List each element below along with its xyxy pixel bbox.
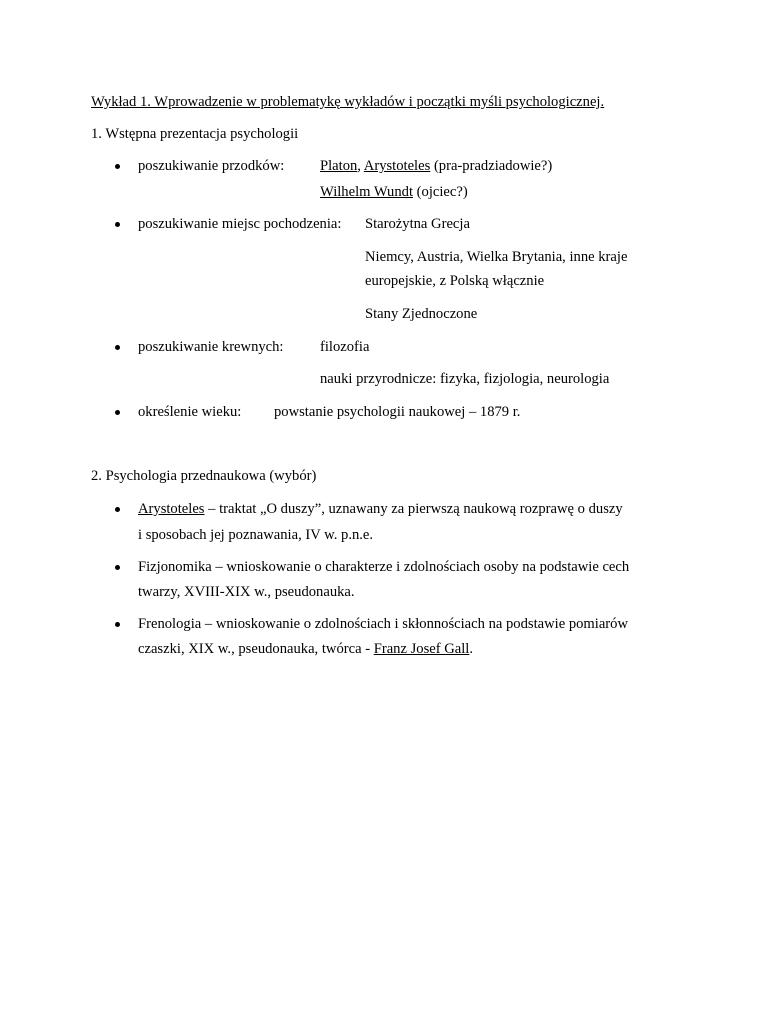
section-1-heading: 1. Wstępna prezentacja psychologii [91, 126, 299, 142]
phrenology-item-line-1: Frenologia – wnioskowanie o zdolnościach i skłonnościach na podstawie pomiarów [138, 616, 629, 632]
physiognomy-item-line-2: twarzy, XVIII-XIX w., pseudonauka. [138, 584, 355, 600]
aristotle-item-line-2: i sposobach jej poznawania, IV w. p.n.e. [138, 527, 374, 543]
phrenology-item-line-2 [138, 641, 473, 658]
pra-pradziadowie-text: (pra-pradziadowie?) [433, 158, 553, 174]
origins-europe-line-2: europejskie, z Polską włącznie [365, 273, 545, 289]
bullet-icon [115, 345, 120, 350]
bullet-icon [115, 622, 120, 627]
arystoteles-link[interactable]: Arystoteles [363, 158, 431, 174]
bullet-icon [115, 507, 120, 512]
physiognomy-item-line-1: Fizjonomika – wnioskowanie o charakterze i zdolnościach osoby na podstawie cech [138, 559, 630, 575]
wundt-link[interactable]: Wilhelm Wundt [320, 184, 413, 200]
section-2-heading: 2. Psychologia przednaukowa (wybór) [91, 468, 317, 484]
platon-link[interactable]: Platon [320, 158, 358, 174]
aristotle-item-text: – traktat „O duszy”, uznawany za pierwszą naukową rozprawę o duszy [204, 501, 623, 517]
comma: , [357, 158, 361, 174]
aristotle-item-line-1 [138, 501, 623, 518]
ancestors-line-2 [320, 184, 468, 201]
bullet-icon [115, 164, 120, 169]
age-value: powstanie psychologii naukowej – 1879 r. [274, 404, 521, 420]
relatives-natural-sciences: nauki przyrodnicze: fizyka, fizjologia, neurologia [320, 371, 610, 387]
origins-greece: Starożytna Grecja [365, 216, 470, 232]
gall-link[interactable]: Franz Josef Gall [373, 641, 470, 657]
relatives-label: poszukiwanie krewnych: [138, 339, 284, 355]
ancestors-line-1 [320, 158, 552, 175]
document-title: Wykład 1. Wprowadzenie w problematykę wykładów i początki myśli psychologicznej. [91, 94, 605, 110]
arystoteles-link[interactable]: Arystoteles [138, 501, 205, 517]
ojciec-text: (ojciec?) [416, 184, 468, 200]
period: . [469, 641, 474, 657]
ancestors-label: poszukiwanie przodków: [138, 158, 285, 174]
phrenology-text: czaszki, XIX w., pseudonauka, twórca - [138, 641, 374, 657]
bullet-icon [115, 565, 120, 570]
origins-usa: Stany Zjednoczone [365, 306, 478, 322]
origins-label: poszukiwanie miejsc pochodzenia: [138, 216, 342, 232]
bullet-icon [115, 222, 120, 227]
relatives-philosophy: filozofia [320, 339, 370, 355]
origins-europe-line-1: Niemcy, Austria, Wielka Brytania, inne kraje [365, 249, 628, 265]
bullet-icon [115, 410, 120, 415]
age-label: określenie wieku: [138, 404, 242, 420]
